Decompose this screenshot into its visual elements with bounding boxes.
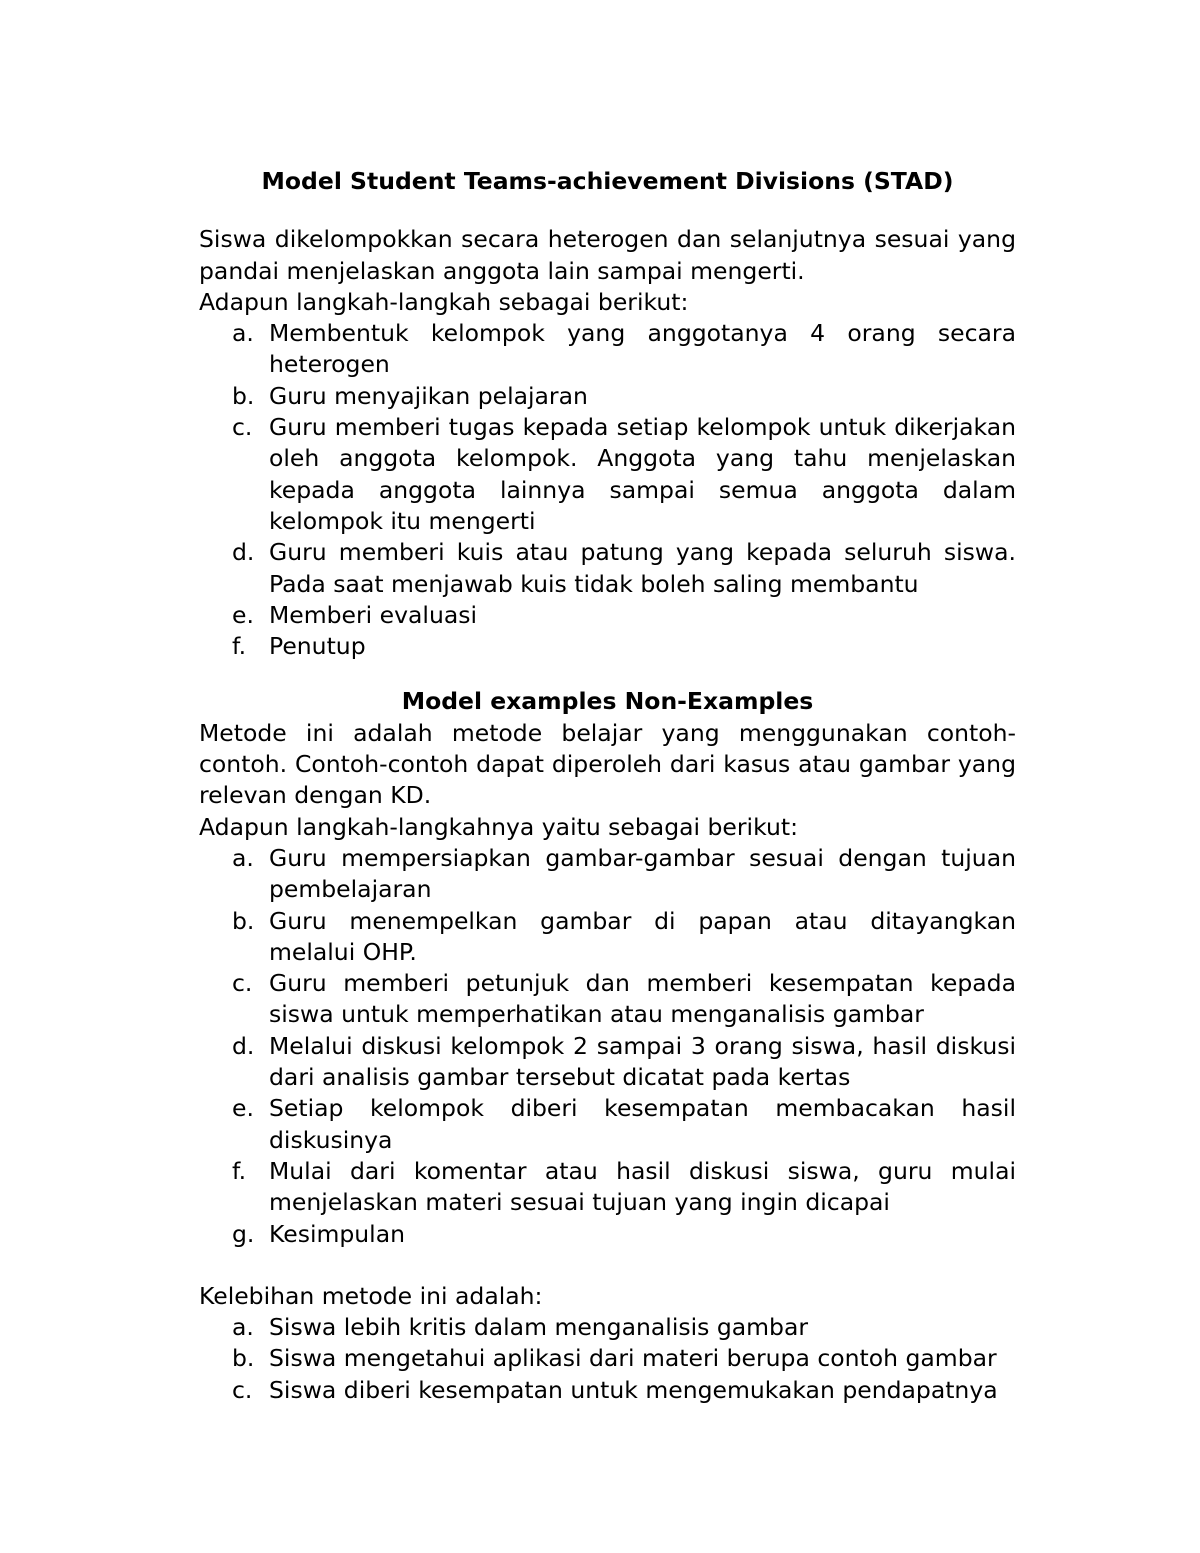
stad-steps-intro: Adapun langkah-langkah sebagai berikut: <box>199 287 689 316</box>
list-marker: b. <box>232 906 255 935</box>
list-item <box>199 1093 1016 1156</box>
list-marker: e. <box>232 1094 254 1123</box>
list-item-text: Siswa mengetahui aplikasi dari materi berupa contoh gambar <box>269 1344 997 1373</box>
list-marker: c. <box>232 1375 253 1404</box>
spacer <box>199 197 1016 224</box>
list-marker: g. <box>232 1219 255 1248</box>
list-item-text: Guru memberi tugas kepada setiap kelompok untuk dikerjakan oleh anggota kelompok. Anggota yang tahu menjelaskan kepada anggota lainnya sampai semua anggota dalam kelompok itu mengerti <box>269 413 1016 535</box>
stad-intro-paragraph: Siswa dikelompokkan secara heterogen dan selanjutnya sesuai yang pandai menjelaskan anggota lain sampai mengerti. <box>199 225 1016 285</box>
list-item <box>199 381 1016 412</box>
section-title-stad: Model Student Teams-achievement Divisions (STAD) <box>261 167 954 195</box>
list-item <box>199 1312 1016 1343</box>
list-item-text: Membentuk kelompok yang anggotanya 4 orang secara heterogen <box>269 319 1016 379</box>
list-item <box>199 843 1016 906</box>
list-item <box>199 1031 1016 1094</box>
section-title-examples: Model examples Non-Examples <box>401 687 814 716</box>
advantages-intro: Kelebihan metode ini adalah: <box>199 1281 543 1310</box>
list-item-text: Setiap kelompok diberi kesempatan membacakan hasil diskusinya <box>269 1094 1016 1154</box>
list-item-text: Guru menyajikan pelajaran <box>269 381 588 410</box>
document-page <box>199 166 1016 1406</box>
advantages-list <box>199 1312 1016 1406</box>
list-marker: c. <box>232 413 253 442</box>
examples-steps-list <box>199 843 1016 1250</box>
list-item <box>199 1219 1016 1250</box>
list-item-text: Penutup <box>269 632 366 661</box>
examples-intro-paragraph: Metode ini adalah metode belajar yang menggunakan contoh-contoh. Contoh-contoh dapat diperoleh dari kasus atau gambar yang relevan dengan KD. <box>199 718 1016 810</box>
list-item-text: Guru memberi kuis atau patung yang kepada seluruh siswa. Pada saat menjawab kuis tidak boleh saling membantu <box>269 538 1016 598</box>
list-item <box>199 1343 1016 1374</box>
spacer <box>199 662 1016 686</box>
list-item <box>199 537 1016 600</box>
stad-steps-list <box>199 318 1016 662</box>
list-marker: a. <box>232 1313 254 1342</box>
list-item <box>199 600 1016 631</box>
list-marker: f. <box>232 1156 247 1185</box>
list-marker: a. <box>232 843 254 872</box>
list-item-text: Siswa diberi kesempatan untuk mengemukakan pendapatnya <box>269 1375 998 1404</box>
list-marker: c. <box>232 969 253 998</box>
list-item-text: Mulai dari komentar atau hasil diskusi siswa, guru mulai menjelaskan materi sesuai tujuan yang ingin dicapai <box>269 1156 1016 1217</box>
list-item <box>199 968 1016 1031</box>
list-item-text: Guru mempersiapkan gambar-gambar sesuai dengan tujuan pembelajaran <box>269 843 1016 904</box>
list-item <box>199 906 1016 969</box>
list-item <box>199 631 1016 662</box>
examples-steps-intro: Adapun langkah-langkahnya yaitu sebagai berikut: <box>199 812 798 841</box>
list-marker: f. <box>232 632 247 661</box>
list-item-text: Melalui diskusi kelompok 2 sampai 3 orang siswa, hasil diskusi dari analisis gambar tersebut dicatat pada kertas <box>269 1031 1016 1092</box>
list-item <box>199 318 1016 381</box>
list-marker: e. <box>232 600 254 629</box>
list-marker: b. <box>232 1344 255 1373</box>
spacer <box>199 1250 1016 1281</box>
list-marker: b. <box>232 381 255 410</box>
list-marker: a. <box>232 319 254 348</box>
list-item-text: Memberi evaluasi <box>269 600 478 629</box>
list-marker: d. <box>232 1031 255 1060</box>
list-item-text: Guru memberi petunjuk dan memberi kesempatan kepada siswa untuk memperhatikan atau menganalisis gambar <box>269 969 1016 1029</box>
list-item-text: Guru menempelkan gambar di papan atau ditayangkan melalui OHP. <box>269 906 1016 966</box>
list-marker: d. <box>232 538 255 567</box>
list-item <box>199 1375 1016 1406</box>
list-item <box>199 1156 1016 1219</box>
list-item-text: Siswa lebih kritis dalam menganalisis gambar <box>269 1313 809 1342</box>
list-item-text: Kesimpulan <box>269 1219 405 1248</box>
list-item <box>199 412 1016 537</box>
